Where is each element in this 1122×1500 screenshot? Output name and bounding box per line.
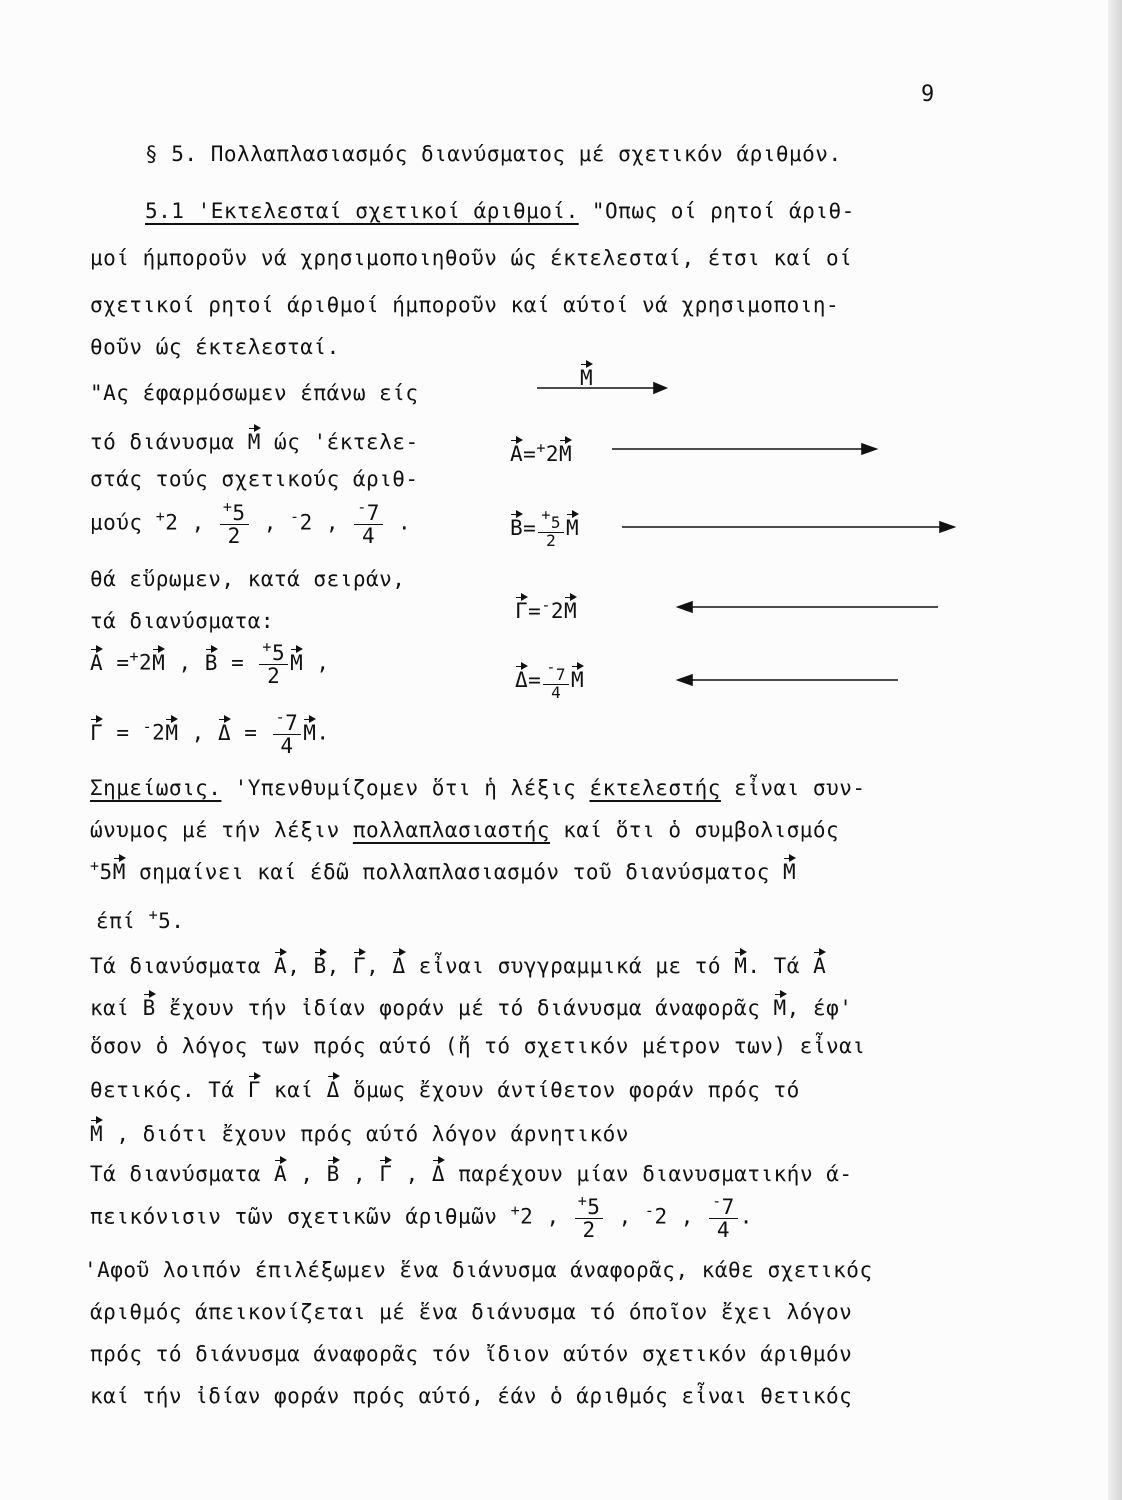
equals: = [523, 442, 537, 466]
period: . [316, 720, 330, 745]
body-text: καί [274, 1078, 314, 1102]
minus-sign: - [275, 708, 286, 726]
period: . [739, 1204, 753, 1229]
vector-D: Δ [432, 1158, 445, 1186]
vector-G: Γ [515, 595, 528, 623]
comma: , [405, 1162, 419, 1186]
vector-M: M [564, 595, 577, 623]
vector-M: M [248, 426, 261, 454]
equals: = [528, 667, 542, 692]
number: 7 [721, 1195, 735, 1219]
vector-M: M [580, 362, 593, 390]
notes-text: σημαίνει καί έδῶ πολλαπλασιασμόν τοῦ διανύσματος [139, 860, 770, 884]
body-text: ἔχουν τήν ἰδίαν φοράν μέ τό διάνυσμα άναφορᾶς [168, 996, 761, 1020]
comma: , [352, 1162, 367, 1186]
vector-A: A [274, 950, 287, 978]
body-line-10: πρός τό διάνυσμα άναφορᾶς τόν ἴδιον αύτόν σχετικόν άριθμόν [90, 1342, 853, 1366]
arrow-B-head [940, 522, 954, 532]
minus-sign: - [142, 717, 153, 736]
notes-line-3 [90, 856, 796, 884]
notes-term-multiplier: πολλαπλασιαστής [352, 818, 551, 842]
plus-sign: + [262, 638, 272, 656]
number: 5 [232, 501, 246, 525]
vector-A: A [90, 647, 103, 675]
comma: , [366, 954, 380, 978]
comma: , [546, 1204, 560, 1229]
comma: , [287, 954, 301, 978]
body-line-4 [90, 1074, 800, 1102]
body-line-5 [90, 1118, 629, 1146]
vector-G: Γ [248, 1074, 261, 1102]
example-line-4-a: μούς [90, 510, 143, 535]
subsection-line-3: σχετικοί ρητοί άριθμοί ήμποροῦν καί αύτοί νά χρησιμοποιη- [90, 293, 840, 317]
equals: = [528, 599, 542, 623]
comma: , [300, 1162, 314, 1186]
comma: , [191, 510, 205, 535]
comma: , [316, 650, 330, 675]
body-text: Τά διανύσματα [90, 1162, 261, 1186]
vector-M: M [774, 992, 787, 1020]
arrow-D-head [678, 675, 692, 685]
plus-sign: + [222, 498, 233, 516]
vector-M: M [566, 512, 579, 540]
vector-M: M [290, 647, 303, 675]
vector-G: Γ [379, 1158, 392, 1186]
fraction-minus-7-4 [709, 1194, 738, 1241]
vector-M: M [571, 664, 584, 692]
plus-sign: + [155, 507, 166, 526]
body-line-11: καί τήν ἰδίαν φοράν πρός αύτό, έάν ὁ άριθμός εἶναι θετικός [90, 1384, 853, 1408]
number: 2 [654, 1204, 668, 1229]
number: 4 [716, 1218, 730, 1243]
notes-line-4 [96, 906, 184, 933]
vector-A: A [274, 1158, 287, 1186]
vector-B: B [143, 992, 156, 1020]
number: 2 [165, 510, 179, 535]
example-line-2-b: ώς 'έκτελε- [274, 430, 419, 454]
vector-D: Δ [327, 1074, 340, 1102]
arrow-G-head [678, 602, 692, 612]
arrow-M-head [654, 383, 666, 393]
vector-B: B [327, 1158, 340, 1186]
number: 7 [366, 501, 380, 525]
fraction-plus-5-2 [575, 1194, 604, 1241]
comma: , [326, 954, 340, 978]
plus-sign: + [577, 1192, 588, 1210]
number: 2 [582, 1218, 596, 1243]
comma: , [191, 720, 205, 745]
number: 4 [551, 682, 562, 702]
vector-M: M [165, 717, 178, 745]
number: 7 [555, 665, 566, 684]
plus-sign: + [510, 1201, 521, 1220]
vector-D: Δ [392, 950, 405, 978]
equals: = [523, 515, 537, 540]
body-text: καί [90, 996, 130, 1020]
plus-sign: + [129, 647, 139, 666]
notes-text: εἶναι συν- [734, 776, 866, 800]
vector-M: M [734, 950, 747, 978]
number: 2 [227, 524, 241, 549]
comma: , [325, 510, 340, 535]
number: 2 [545, 442, 559, 466]
notes-text: καί ὅτι ὁ συμβολισμός [563, 818, 840, 842]
vector-G: Γ [90, 717, 103, 745]
notes-term-executor: έκτελεστής [589, 776, 721, 800]
body-text: , έφ' [786, 996, 853, 1020]
number: 2 [152, 720, 166, 745]
body-text: εἶναι συγγραμμικά με τό [418, 954, 722, 978]
number: 7 [285, 711, 299, 735]
vector-G: Γ [353, 950, 366, 978]
number: 5 [271, 641, 286, 665]
notes-text: 'Υπενθυμίζομεν ὅτι ἡ λέξις [234, 776, 577, 800]
body-line-7 [90, 1194, 753, 1241]
vector-B: B [314, 950, 327, 978]
subsection-line-4: θοῦν ώς έκτελεσταί. [90, 335, 340, 359]
body-line-6 [90, 1158, 853, 1186]
body-text: θετικός. Τά [90, 1078, 235, 1102]
body-text: ὅμως ἔχουν άντίθετον φοράν πρός τό [352, 1078, 800, 1102]
subsection-text-1: "Οπως οί ρητοί άριθ- [591, 199, 855, 223]
number: 2 [267, 664, 281, 689]
notes-line-1 [90, 776, 866, 800]
vector-A: A [813, 950, 826, 978]
section-title: § 5. Πολλαπλασιασμός διανύσματος μέ σχετικόν άριθμόν. [145, 142, 842, 166]
vector-M: M [152, 647, 165, 675]
minus-sign: - [357, 498, 367, 516]
number: 5 [99, 860, 113, 884]
number: 2 [520, 1204, 534, 1229]
plus-sign: + [536, 439, 546, 457]
body-line-9: άριθμός άπεικονίζεται μέ ἕνα διάνυσμα τό όποῖον ἔχει λόγον [90, 1300, 853, 1324]
number: 2 [546, 530, 557, 550]
notes-text: έπί [96, 909, 136, 933]
minus-sign: - [290, 507, 300, 526]
plus-sign: + [541, 506, 551, 524]
number: 2 [139, 650, 153, 675]
minus-sign: - [546, 658, 556, 676]
comma: , [178, 650, 192, 675]
subsection-line-2: μοί ήμποροῦν νά χρησιμοποιηθοῦν ώς έκτελεσταί, έτσι καί οί [90, 246, 853, 270]
example-line-6: τά διανύσματα: [90, 609, 275, 633]
body-text: , διότι ἔχουν πρός αύτό λόγον άρνητικόν [116, 1122, 629, 1146]
plus-sign: + [90, 857, 100, 875]
vector-B: B [510, 512, 523, 540]
body-text: Τά διανύσματα [90, 954, 261, 978]
example-line-5: θά εὕρωμεν, κατά σειράν, [90, 567, 406, 591]
body-line-3: ὅσον ὁ λόγος των πρός αύτό (ἤ τό σχετικόν μέτρον των) εἶναι [90, 1034, 866, 1058]
number: 5 [587, 1195, 601, 1219]
notes-label: Σημείωσις. [90, 776, 222, 800]
example-line-1: "Ας έφαρμόσωμεν έπάνω είς [90, 381, 419, 405]
body-text: . Τά [747, 954, 800, 978]
equals: = [244, 720, 258, 745]
vector-A: A [510, 438, 523, 466]
body-text: πεικόνισιν τῶν σχετικῶν άριθμῶν [90, 1204, 498, 1229]
comma: , [618, 1204, 632, 1229]
number: 2 [550, 599, 564, 623]
body-line-8: 'Αφοῦ λοιπόν έπιλέξωμεν ἕνα διάνυσμα άναφορᾶς, κάθε σχετικός [84, 1258, 873, 1282]
number: 4 [280, 734, 294, 759]
comma: , [680, 1204, 694, 1229]
number: 4 [361, 524, 376, 549]
minus-sign: - [644, 1201, 655, 1220]
body-line-2 [90, 992, 852, 1020]
body-text: παρέχουν μίαν διανυσματικήν ά- [458, 1162, 853, 1186]
number: 2 [299, 510, 313, 535]
minus-sign: - [541, 596, 551, 614]
vector-D: Δ [515, 664, 528, 692]
period: . [398, 510, 412, 535]
vector-M: M [303, 717, 316, 745]
equals: = [231, 650, 245, 675]
body-line-1 [90, 950, 826, 978]
arrow-A-head [862, 444, 876, 454]
comma: , [263, 510, 277, 535]
number: 5 [550, 513, 561, 532]
vector-M: M [783, 856, 796, 884]
notes-text: ώνυμος μέ τήν λέξιν [90, 818, 340, 842]
equals: = [116, 650, 130, 675]
notes-line-2 [90, 818, 839, 842]
page-number: 9 [921, 82, 935, 107]
example-line-3: στάς τούς σχετικούς άριθ- [90, 467, 419, 491]
example-line-2-a: τό διάνυσμα [90, 430, 235, 454]
vector-D: Δ [218, 717, 231, 745]
vector-B: B [205, 647, 218, 675]
plus-sign: + [148, 906, 159, 924]
vector-M: M [113, 856, 126, 884]
vector-M: M [559, 438, 572, 466]
number: 5. [158, 909, 185, 933]
equals: = [116, 720, 130, 745]
vector-M: M [90, 1118, 103, 1146]
minus-sign: - [712, 1192, 722, 1210]
subsection-heading: 5.1 'Εκτελεσταί σχετικοί άριθμοί. [145, 199, 579, 223]
